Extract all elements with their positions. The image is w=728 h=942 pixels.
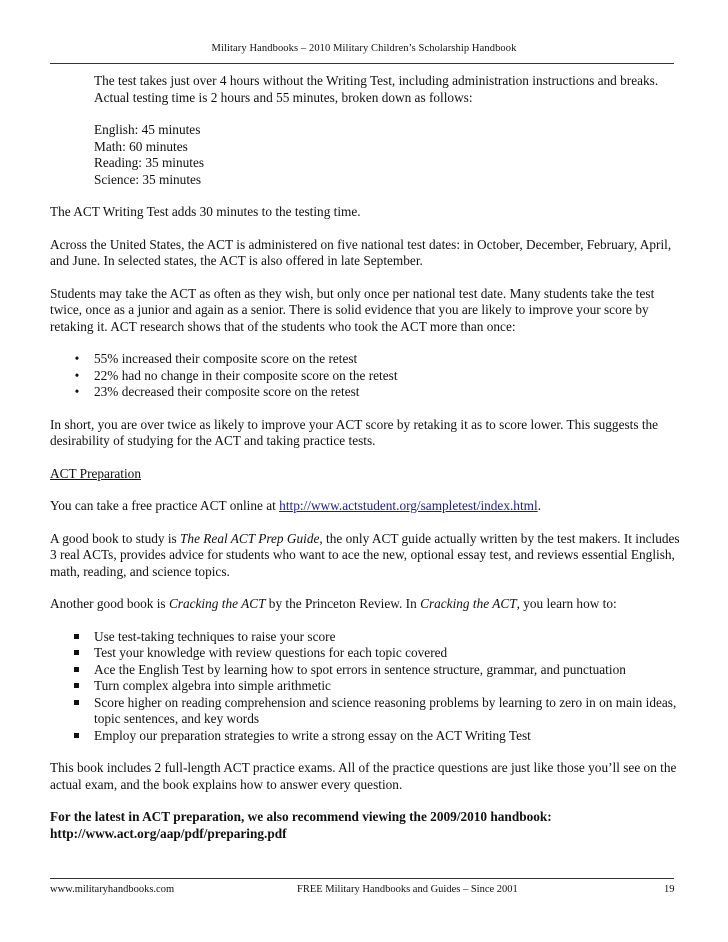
footer-tagline: FREE Military Handbooks and Guides – Since 2001 xyxy=(297,884,518,895)
book-title: The Real ACT Prep Guide xyxy=(180,530,320,546)
time-reading: Reading: 35 minutes xyxy=(94,155,205,170)
list-item: Ace the English Test by learning how to spot errors in sentence structure, grammar, and punctuation xyxy=(50,662,680,679)
page-number: 19 xyxy=(664,884,675,895)
practice-test-link[interactable]: http://www.actstudent.org/sampletest/index.html xyxy=(279,498,538,513)
header-rule xyxy=(50,63,674,64)
footer-website: www.militaryhandbooks.com xyxy=(50,884,175,895)
book-title: Cracking the ACT xyxy=(420,596,517,611)
list-item: • 23% decreased their composite score on the retest xyxy=(50,384,680,401)
book-title: Cracking the ACT xyxy=(168,596,266,611)
list-item: Turn complex algebra into simple arithmetic xyxy=(50,678,680,695)
writing-test-paragraph: The ACT Writing Test adds 30 minutes to the testing time. xyxy=(50,204,361,219)
square-bullet-icon xyxy=(74,667,79,672)
list-item: Employ our preparation strategies to write a strong essay on the ACT Writing Test xyxy=(50,728,680,745)
retake-paragraph: Students may take the ACT as often as they wish, but only once per national test date. Many students take the test twice, once as a junior and again as a senior. There is solid evidence that you are likely to improve your score by retaking it. ACT research shows that of the students who took the ACT more than once: xyxy=(50,285,655,334)
list-item: • 22% had no change in their composite score on the retest xyxy=(50,368,680,385)
summary-paragraph: In short, you are over twice as likely to improve your ACT score by retaking it as to score lower. This suggests the desirability of studying for the ACT and taking practice tests. xyxy=(50,416,659,448)
handbook-url: http://www.act.org/aap/pdf/preparing.pdf xyxy=(50,825,287,841)
real-act-guide-paragraph: A good book to study is The Real ACT Prep Guide, the only ACT guide actually written by the test makers. It includes 3 real ACTs, provides advice for students who want to ace the new, optional essay test, and reviews essential English, math, reading, and science topics. xyxy=(50,530,680,579)
page-body xyxy=(50,73,680,842)
square-bullet-icon xyxy=(74,650,79,655)
square-bullet-icon xyxy=(74,634,79,639)
practice-test-paragraph: You can take a free practice ACT online at http://www.actstudent.org/sampletest/index.html. xyxy=(50,498,542,513)
practice-exams-paragraph: This book includes 2 full-length ACT practice exams. All of the practice questions are just like those you’ll see on the actual exam, and the book explains how to answer every question. xyxy=(50,760,677,792)
test-dates-paragraph: Across the United States, the ACT is administered on five national test dates: in October, December, February, April, and June. In selected states, the ACT is also offered in late September. xyxy=(50,236,672,268)
list-item: Score higher on reading comprehension and science reasoning problems by learning to zero in on main ideas, topic sentences, and key words xyxy=(50,695,680,728)
bullet-icon: • xyxy=(74,384,80,399)
retake-stats-list xyxy=(50,351,680,401)
bullet-icon: • xyxy=(74,367,80,383)
act-preparation-heading: ACT Preparation xyxy=(50,465,141,481)
square-bullet-icon xyxy=(74,683,79,688)
section-times-list xyxy=(94,122,680,188)
square-bullet-icon xyxy=(74,733,79,738)
latest-recommendation: For the latest in ACT preparation, we also recommend viewing the 2009/2010 handbook: http://www.act.org/aap/pdf/preparing.pdf xyxy=(50,809,552,841)
running-header: Military Handbooks – 2010 Military Children’s Scholarship Handbook xyxy=(211,43,517,54)
square-bullet-icon xyxy=(74,700,79,705)
time-science: Science: 35 minutes xyxy=(94,171,202,187)
test-duration-paragraph: The test takes just over 4 hours without the Writing Test, including administration instructions and breaks. Actual testing time is 2 hours and 55 minutes, broken down as follows: xyxy=(94,73,659,105)
time-english: English: 45 minutes xyxy=(94,122,201,137)
list-item: • 55% increased their composite score on the retest xyxy=(50,351,680,368)
time-math: Math: 60 minutes xyxy=(94,138,188,154)
list-item: Test your knowledge with review questions for each topic covered xyxy=(50,645,680,662)
list-item: Use test-taking techniques to raise your score xyxy=(50,629,680,646)
cracking-act-list xyxy=(50,629,680,745)
cracking-act-paragraph: Another good book is Cracking the ACT by the Princeton Review. In Cracking the ACT, you learn how to: xyxy=(50,596,617,611)
footer-rule xyxy=(50,878,674,879)
bullet-icon: • xyxy=(74,351,80,366)
